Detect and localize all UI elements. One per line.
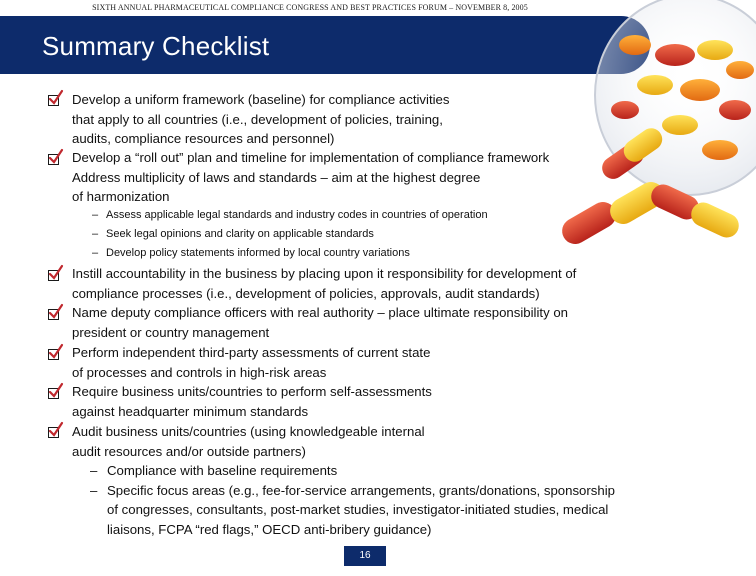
checklist-item-text: Name deputy compliance officers with real authority – place ultimate responsibility on president or country management <box>72 305 568 340</box>
sub-bullet-item: – Specific focus areas (e.g., fee-for-service arrangements, grants/donations, sponsorship <box>90 482 615 498</box>
sub-bullet-item: – Seek legal opinions and clarity on applicable standards <box>92 228 374 240</box>
sub-bullet-item: of congresses, consultants, post-market studies, investigator-initiated studies, medical <box>107 502 609 517</box>
checklist-item-text: Develop a “roll out” plan and timeline for implementation of compliance framework Address multiplicity of laws and standards – aim at the highest degree of harmonization <box>72 150 550 204</box>
page-number: 16 <box>344 546 386 566</box>
sub-bullet-list <box>92 206 488 263</box>
sub-bullet-item: – Develop policy statements informed by local country variations <box>92 247 410 259</box>
checkbox-checked-icon <box>48 349 59 360</box>
sub-bullet-item: – Compliance with baseline requirements <box>90 463 338 478</box>
sub-bullet-list <box>90 461 615 539</box>
checklist-item-text: Require business units/countries to perform self-assessments against headquarter minimum standards <box>72 384 432 419</box>
conference-header: SIXTH ANNUAL PHARMACEUTICAL COMPLIANCE CONGRESS AND BEST PRACTICES FORUM – NOVEMBER 8, 2005 <box>92 3 528 12</box>
sub-bullet-item: liaisons, FCPA “red flags,” OECD anti-bribery guidance) <box>107 521 432 537</box>
checkbox-checked-icon <box>48 95 59 106</box>
checkbox-checked-icon <box>48 427 59 438</box>
page-title: Summary Checklist <box>42 31 270 61</box>
checklist-item-text: Develop a uniform framework (baseline) for compliance activities that apply to all countries (i.e., development of policies, training, audits, compliance resources and personnel) <box>72 92 450 146</box>
capsule-red-yellow-2 <box>557 177 668 249</box>
sub-bullet-item: – Assess applicable legal standards and industry codes in countries of operation <box>92 209 488 221</box>
checklist-item-text: Perform independent third-party assessments of current state of processes and controls in high-risk areas <box>72 345 431 380</box>
checkbox-checked-icon <box>48 309 59 320</box>
pills-illustration-image <box>540 0 756 300</box>
checkbox-checked-icon <box>48 154 59 165</box>
checkbox-checked-icon <box>48 388 59 399</box>
checkbox-checked-icon <box>48 270 59 281</box>
checklist-item-text: Audit business units/countries (using knowledgeable internal audit resources and/or outside partners) <box>72 424 425 459</box>
checklist-item-text: Instill accountability in the business by placing upon it responsibility for development of compliance processes (i.e., development of policies, approvals, audit standards) <box>72 266 577 301</box>
